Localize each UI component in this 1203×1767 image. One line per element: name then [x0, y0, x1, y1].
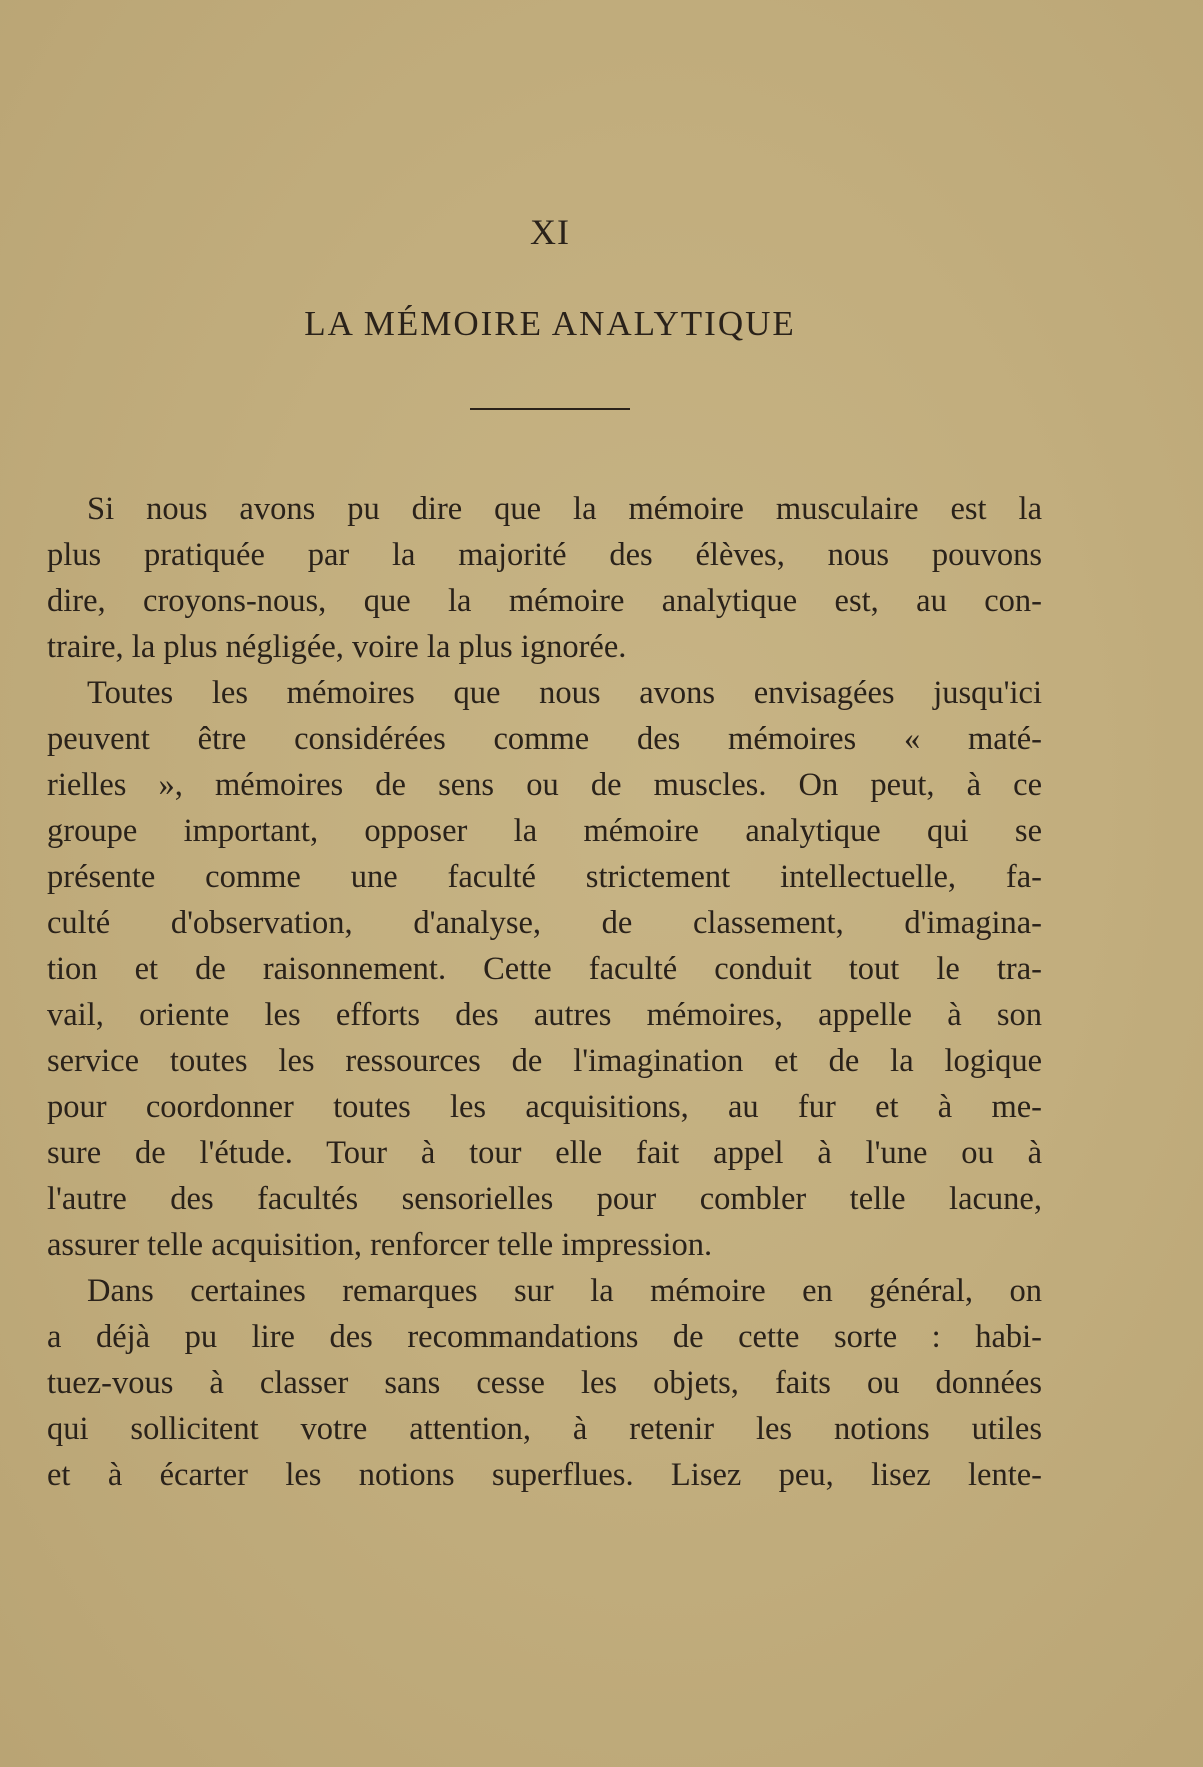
text-line: plus pratiquée par la majorité des élèves, nous pouvons: [47, 537, 1042, 573]
text-line: dire, croyons-nous, que la mémoire analytique est, au con-: [47, 583, 1042, 619]
text-line: traire, la plus négligée, voire la plus ignorée.: [47, 629, 627, 665]
text-line: l'autre des facultés sensorielles pour combler telle lacune,: [47, 1181, 1042, 1217]
text-line: a déjà pu lire des recommandations de cette sorte : habi-: [47, 1319, 1042, 1355]
title-divider: [470, 408, 630, 410]
text-line: culté d'observation, d'analyse, de classement, d'imagina-: [47, 905, 1042, 941]
paragraph-1: [47, 486, 1042, 670]
text-line: sure de l'étude. Tour à tour elle fait appel à l'une ou à: [47, 1135, 1042, 1171]
chapter-number: XI: [530, 212, 570, 252]
text-line: qui sollicitent votre attention, à retenir les notions utiles: [47, 1411, 1042, 1447]
text-line: vail, oriente les efforts des autres mémoires, appelle à son: [47, 997, 1042, 1033]
text-line: peuvent être considérées comme des mémoires « maté-: [47, 721, 1042, 757]
paragraph-2: [47, 670, 1042, 1268]
text-line: groupe important, opposer la mémoire analytique qui se: [47, 813, 1042, 849]
chapter-body: [47, 486, 1042, 1498]
chapter-title: LA MÉMOIRE ANALYTIQUE: [304, 304, 796, 343]
text-line: service toutes les ressources de l'imagination et de la logique: [47, 1043, 1042, 1079]
paragraph-3: [47, 1268, 1042, 1498]
text-line: rielles », mémoires de sens ou de muscles. On peut, à ce: [47, 767, 1042, 803]
text-line: pour coordonner toutes les acquisitions, au fur et à me-: [47, 1089, 1042, 1125]
text-line: assurer telle acquisition, renforcer telle impression.: [47, 1227, 713, 1263]
text-line: Toutes les mémoires que nous avons envisagées jusqu'ici: [87, 675, 1042, 711]
text-line: Si nous avons pu dire que la mémoire musculaire est la: [87, 491, 1042, 527]
text-line: tion et de raisonnement. Cette faculté conduit tout le tra-: [47, 951, 1042, 987]
text-line: et à écarter les notions superflues. Lisez peu, lisez lente-: [47, 1457, 1042, 1493]
text-line: Dans certaines remarques sur la mémoire en général, on: [87, 1273, 1042, 1309]
text-line: tuez-vous à classer sans cesse les objets, faits ou données: [47, 1365, 1042, 1401]
text-line: présente comme une faculté strictement intellectuelle, fa-: [47, 859, 1042, 895]
